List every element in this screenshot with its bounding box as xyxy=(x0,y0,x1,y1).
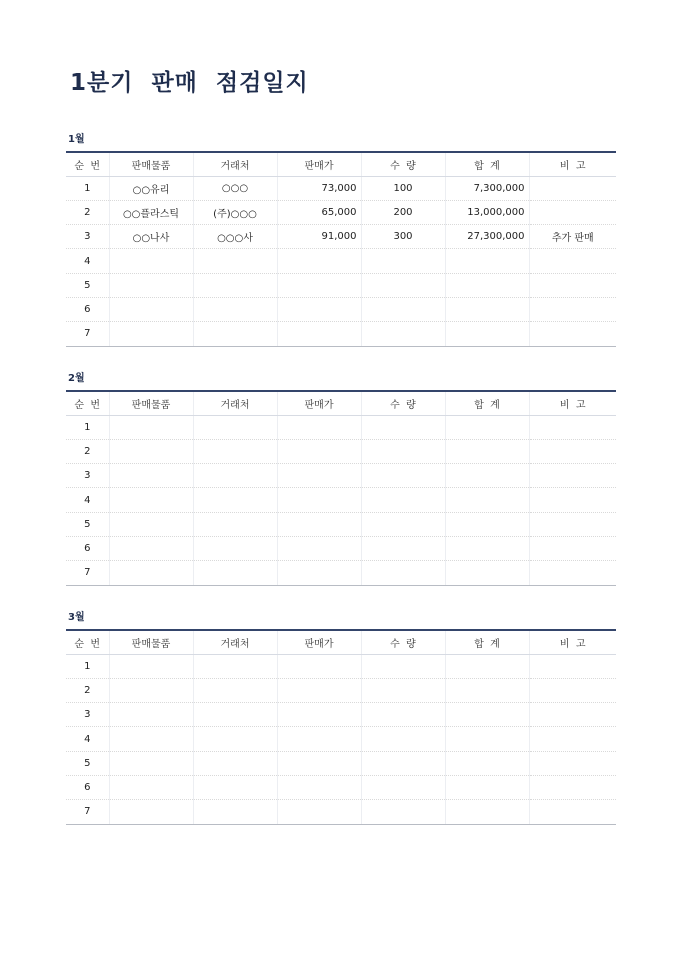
cell-note[interactable] xyxy=(529,775,616,799)
cell-number: 1 xyxy=(66,415,109,439)
table-row xyxy=(66,176,616,200)
header-note: 비 고 xyxy=(529,630,616,654)
cell-number: 6 xyxy=(66,775,109,799)
table-row xyxy=(66,415,616,439)
cell-number: 1 xyxy=(66,176,109,200)
cell-item[interactable] xyxy=(109,536,193,560)
cell-price[interactable] xyxy=(277,297,361,321)
cell-note[interactable] xyxy=(529,654,616,678)
cell-price[interactable] xyxy=(277,751,361,775)
cell-quantity[interactable]: 100 xyxy=(361,176,445,200)
table-row xyxy=(66,464,616,488)
header-number: 순 번 xyxy=(66,630,109,654)
table-row xyxy=(66,297,616,321)
cell-price[interactable] xyxy=(277,536,361,560)
cell-total[interactable] xyxy=(445,439,529,463)
header-note: 비 고 xyxy=(529,391,616,415)
cell-quantity[interactable] xyxy=(361,775,445,799)
table-row xyxy=(66,439,616,463)
cell-note[interactable] xyxy=(529,176,616,200)
cell-quantity[interactable]: 200 xyxy=(361,200,445,224)
cell-total[interactable] xyxy=(445,273,529,297)
cell-number: 3 xyxy=(66,703,109,727)
cell-item[interactable] xyxy=(109,751,193,775)
cell-total[interactable] xyxy=(445,751,529,775)
cell-client[interactable] xyxy=(193,800,277,824)
cell-client[interactable] xyxy=(193,488,277,512)
cell-number: 3 xyxy=(66,225,109,249)
cell-item[interactable] xyxy=(109,249,193,273)
sales-table xyxy=(66,629,616,825)
cell-number: 4 xyxy=(66,727,109,751)
cell-number: 5 xyxy=(66,751,109,775)
header-client: 거래처 xyxy=(193,152,277,176)
cell-note[interactable] xyxy=(529,561,616,585)
cell-client[interactable]: (주)○○○ xyxy=(193,200,277,224)
cell-quantity[interactable] xyxy=(361,512,445,536)
cell-total[interactable] xyxy=(445,297,529,321)
cell-item[interactable] xyxy=(109,439,193,463)
cell-note[interactable] xyxy=(529,249,616,273)
cell-item[interactable]: ○○플라스틱 xyxy=(109,200,193,224)
cell-price[interactable] xyxy=(277,800,361,824)
cell-total[interactable]: 7,300,000 xyxy=(445,176,529,200)
cell-price[interactable] xyxy=(277,249,361,273)
cell-quantity[interactable] xyxy=(361,249,445,273)
table-row xyxy=(66,678,616,702)
cell-number: 1 xyxy=(66,654,109,678)
cell-quantity[interactable] xyxy=(361,273,445,297)
cell-item[interactable]: ○○유리 xyxy=(109,176,193,200)
cell-note[interactable] xyxy=(529,297,616,321)
cell-price[interactable] xyxy=(277,512,361,536)
cell-number: 5 xyxy=(66,273,109,297)
cell-quantity[interactable] xyxy=(361,464,445,488)
table-row xyxy=(66,561,616,585)
cell-number: 4 xyxy=(66,249,109,273)
header-number: 순 번 xyxy=(66,391,109,415)
cell-note[interactable] xyxy=(529,703,616,727)
month-label: 3월 xyxy=(68,612,85,623)
cell-client[interactable] xyxy=(193,322,277,346)
cell-client[interactable]: ○○○ xyxy=(193,176,277,200)
cell-item[interactable] xyxy=(109,488,193,512)
cell-note[interactable] xyxy=(529,800,616,824)
cell-total[interactable] xyxy=(445,464,529,488)
cell-item[interactable]: ○○나사 xyxy=(109,225,193,249)
cell-note[interactable] xyxy=(529,512,616,536)
cell-client[interactable] xyxy=(193,464,277,488)
cell-note[interactable] xyxy=(529,322,616,346)
cell-number: 3 xyxy=(66,464,109,488)
table-header-row xyxy=(66,152,616,176)
cell-item[interactable] xyxy=(109,800,193,824)
cell-client[interactable] xyxy=(193,775,277,799)
cell-note[interactable] xyxy=(529,488,616,512)
header-quantity: 수 량 xyxy=(361,630,445,654)
cell-number: 2 xyxy=(66,439,109,463)
section-march xyxy=(66,611,616,825)
cell-price[interactable] xyxy=(277,415,361,439)
cell-client[interactable] xyxy=(193,439,277,463)
cell-price[interactable] xyxy=(277,703,361,727)
table-row xyxy=(66,727,616,751)
cell-quantity[interactable] xyxy=(361,703,445,727)
section-february xyxy=(66,372,616,586)
cell-note[interactable] xyxy=(529,439,616,463)
cell-number: 4 xyxy=(66,488,109,512)
cell-quantity[interactable] xyxy=(361,415,445,439)
cell-note[interactable] xyxy=(529,727,616,751)
cell-number: 2 xyxy=(66,678,109,702)
cell-quantity[interactable] xyxy=(361,536,445,560)
cell-price[interactable] xyxy=(277,488,361,512)
section-january xyxy=(66,133,616,347)
cell-total[interactable] xyxy=(445,727,529,751)
cell-total[interactable] xyxy=(445,415,529,439)
cell-price[interactable]: 65,000 xyxy=(277,200,361,224)
table-row xyxy=(66,536,616,560)
cell-total[interactable] xyxy=(445,512,529,536)
cell-item[interactable] xyxy=(109,654,193,678)
cell-note[interactable] xyxy=(529,273,616,297)
table-row xyxy=(66,512,616,536)
header-item: 판매물품 xyxy=(109,152,193,176)
header-item: 판매물품 xyxy=(109,630,193,654)
cell-client[interactable] xyxy=(193,751,277,775)
cell-quantity[interactable] xyxy=(361,561,445,585)
table-row xyxy=(66,249,616,273)
cell-price[interactable] xyxy=(277,273,361,297)
cell-item[interactable] xyxy=(109,775,193,799)
cell-number: 6 xyxy=(66,536,109,560)
cell-price[interactable] xyxy=(277,775,361,799)
table-row xyxy=(66,654,616,678)
header-price: 판매가 xyxy=(277,152,361,176)
cell-price[interactable] xyxy=(277,561,361,585)
cell-quantity[interactable] xyxy=(361,439,445,463)
cell-item[interactable] xyxy=(109,322,193,346)
cell-price[interactable]: 73,000 xyxy=(277,176,361,200)
cell-quantity[interactable] xyxy=(361,751,445,775)
cell-number: 6 xyxy=(66,297,109,321)
cell-total[interactable] xyxy=(445,249,529,273)
cell-client[interactable] xyxy=(193,512,277,536)
header-item: 판매물품 xyxy=(109,391,193,415)
cell-note[interactable] xyxy=(529,678,616,702)
cell-price[interactable] xyxy=(277,654,361,678)
table-row xyxy=(66,703,616,727)
cell-item[interactable] xyxy=(109,273,193,297)
cell-number: 7 xyxy=(66,800,109,824)
cell-price[interactable]: 91,000 xyxy=(277,225,361,249)
cell-quantity[interactable] xyxy=(361,654,445,678)
cell-quantity[interactable] xyxy=(361,322,445,346)
cell-client[interactable] xyxy=(193,703,277,727)
cell-total[interactable] xyxy=(445,561,529,585)
header-number: 순 번 xyxy=(66,152,109,176)
cell-item[interactable] xyxy=(109,415,193,439)
cell-item[interactable] xyxy=(109,512,193,536)
cell-total[interactable]: 13,000,000 xyxy=(445,200,529,224)
cell-quantity[interactable] xyxy=(361,678,445,702)
cell-note[interactable] xyxy=(529,200,616,224)
cell-total[interactable] xyxy=(445,536,529,560)
cell-note[interactable] xyxy=(529,751,616,775)
sales-table xyxy=(66,390,616,586)
cell-note[interactable] xyxy=(529,536,616,560)
cell-item[interactable] xyxy=(109,561,193,585)
table-row xyxy=(66,751,616,775)
header-note: 비 고 xyxy=(529,152,616,176)
cell-quantity[interactable] xyxy=(361,488,445,512)
cell-note[interactable] xyxy=(529,415,616,439)
cell-total[interactable] xyxy=(445,654,529,678)
cell-client[interactable] xyxy=(193,654,277,678)
table-row xyxy=(66,200,616,224)
header-client: 거래처 xyxy=(193,630,277,654)
cell-client[interactable] xyxy=(193,249,277,273)
cell-price[interactable] xyxy=(277,439,361,463)
sales-table xyxy=(66,151,616,347)
table-header-row xyxy=(66,630,616,654)
page-title: 1분기 판매 점검일지 xyxy=(70,70,309,96)
table-row xyxy=(66,775,616,799)
table-row xyxy=(66,322,616,346)
header-quantity: 수 량 xyxy=(361,391,445,415)
cell-quantity[interactable] xyxy=(361,297,445,321)
cell-total[interactable] xyxy=(445,703,529,727)
table-row xyxy=(66,273,616,297)
cell-client[interactable] xyxy=(193,678,277,702)
cell-number: 5 xyxy=(66,512,109,536)
cell-total[interactable] xyxy=(445,322,529,346)
header-total: 합 계 xyxy=(445,391,529,415)
cell-total[interactable] xyxy=(445,488,529,512)
cell-note[interactable] xyxy=(529,464,616,488)
header-total: 합 계 xyxy=(445,630,529,654)
month-label: 2월 xyxy=(68,373,85,384)
month-label: 1월 xyxy=(68,134,85,145)
header-client: 거래처 xyxy=(193,391,277,415)
cell-quantity[interactable] xyxy=(361,800,445,824)
cell-total[interactable] xyxy=(445,775,529,799)
table-row xyxy=(66,488,616,512)
cell-client[interactable] xyxy=(193,273,277,297)
cell-quantity[interactable] xyxy=(361,727,445,751)
cell-client[interactable] xyxy=(193,297,277,321)
cell-item[interactable] xyxy=(109,678,193,702)
cell-quantity[interactable]: 300 xyxy=(361,225,445,249)
table-row xyxy=(66,800,616,824)
cell-price[interactable] xyxy=(277,678,361,702)
cell-item[interactable] xyxy=(109,703,193,727)
header-price: 판매가 xyxy=(277,630,361,654)
header-quantity: 수 량 xyxy=(361,152,445,176)
cell-item[interactable] xyxy=(109,464,193,488)
cell-number: 2 xyxy=(66,200,109,224)
table-row xyxy=(66,225,616,249)
cell-number: 7 xyxy=(66,561,109,585)
cell-price[interactable] xyxy=(277,464,361,488)
cell-item[interactable] xyxy=(109,727,193,751)
cell-total[interactable] xyxy=(445,800,529,824)
cell-price[interactable] xyxy=(277,322,361,346)
cell-note[interactable]: 추가 판매 xyxy=(529,225,616,249)
cell-total[interactable] xyxy=(445,678,529,702)
cell-client[interactable] xyxy=(193,415,277,439)
header-total: 합 계 xyxy=(445,152,529,176)
cell-number: 7 xyxy=(66,322,109,346)
header-price: 판매가 xyxy=(277,391,361,415)
cell-total[interactable]: 27,300,000 xyxy=(445,225,529,249)
cell-client[interactable]: ○○○사 xyxy=(193,225,277,249)
cell-client[interactable] xyxy=(193,727,277,751)
cell-price[interactable] xyxy=(277,727,361,751)
cell-client[interactable] xyxy=(193,536,277,560)
table-header-row xyxy=(66,391,616,415)
cell-item[interactable] xyxy=(109,297,193,321)
cell-client[interactable] xyxy=(193,561,277,585)
